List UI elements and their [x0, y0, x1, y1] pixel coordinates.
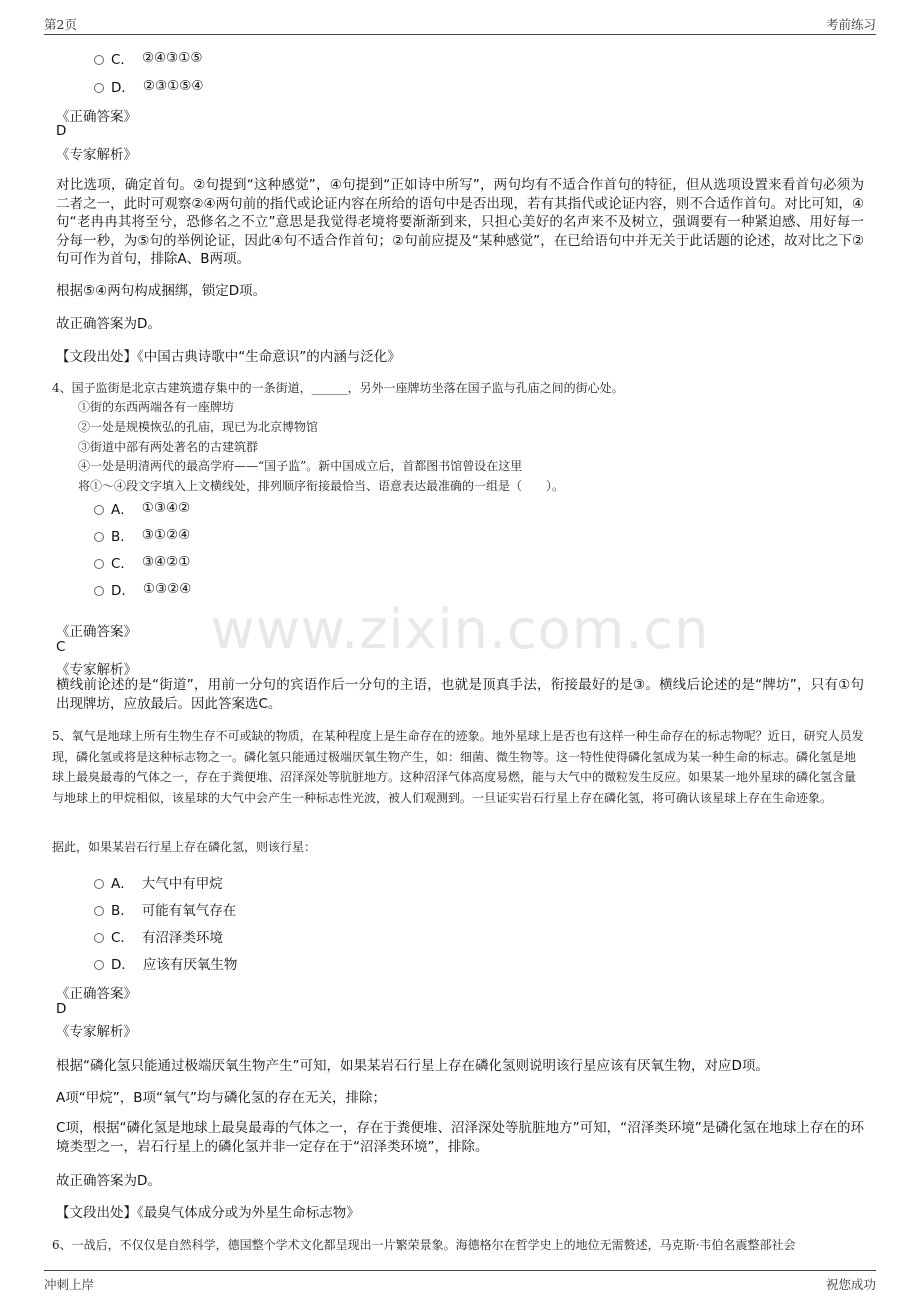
q4-option-a[interactable]: A． ①③④② [94, 498, 190, 518]
q4-analysis: 横线前论述的是“街道”，用前一分句的宾语作后一分句的主语，也就是顶真手法，衔接最好的是③。横线后论述的是“牌坊”，只有①句出现牌坊，应放最后。因此答案选C。 [56, 677, 864, 712]
radio-icon[interactable] [94, 505, 104, 515]
q4-option-c[interactable]: C． ③④②① [94, 552, 190, 572]
q5-answer-label: 《正确答案》 [56, 986, 137, 1002]
q5-stem: 5、氧气是地球上所有生物生存不可或缺的物质，在某种程度上是生命存在的迹象。地外星球上是否也有这样一种生命存在的标志物呢？近日，研究人员发现，磷化氢或将是这种标志物之一。磷化氢只能通过极端厌氧生物产生，如：细菌、微生物等。这一特性使得磷化氢成为某一种生命的标志。磷化氢是地球上最臭最毒的气体之一，存在于粪便堆、沼泽深处等肮脏地方。这种沼泽气体高度易燃，能与大气中的微粒发生反应。如果某一地外星球的磷化氢含量与地球上的甲烷相似，该星球的大气中会产生一种标志性光波，被人们观测到。一旦证实岩石行星上存在磷化氢，将可确认该星球上存在生命迹象。 [52, 729, 864, 805]
q4-item-2: ②一处是规模恢弘的孔庙，现已为北京博物馆 [78, 420, 319, 434]
q4-item-4: ④一处是明清两代的最高学府——“国子监”。新中国成立后，首都图书馆曾设在这里 [78, 459, 523, 473]
q5-option-a[interactable]: A． 大气中有甲烷 [94, 872, 223, 892]
q4-instruction: 将①～④段文字填入上文横线处，排列顺序衔接最恰当、语意表达最准确的一组是（ ）。 [78, 479, 565, 493]
q5-option-d[interactable]: D． 应该有厌氧生物 [94, 953, 237, 973]
q3-answer-label: 《正确答案》 [56, 109, 137, 125]
q4-analysis-label: 《专家解析》 [56, 662, 137, 678]
footer-left: 冲刺上岸 [44, 1277, 95, 1292]
q3-option-c[interactable]: C． ②④③①⑤ [94, 48, 202, 68]
footer-right: 祝您成功 [825, 1277, 876, 1292]
q5-conclusion: 故正确答案为D。 [56, 1173, 161, 1189]
q4-answer-label: 《正确答案》 [56, 624, 137, 640]
q4-answer: C [56, 639, 66, 655]
radio-icon[interactable] [94, 960, 104, 970]
q5-analysis-3: C项，根据“磷化氢是地球上最臭最毒的气体之一，存在于粪便堆、沼泽深处等肮脏地方”可知，“沼泽类环境”是磷化氢在地球上存在的环境类型之一，岩石行星上的磷化氢并非一定存在于“沼泽类环境”，排除。 [56, 1120, 864, 1155]
page-number: 第2页 [44, 17, 77, 32]
q4-option-b[interactable]: B． ③①②④ [94, 525, 190, 545]
q5-option-b[interactable]: B． 可能有氧气存在 [94, 899, 236, 919]
q3-option-d[interactable]: D． ②③①⑤④ [94, 76, 203, 96]
q3-answer: D [56, 123, 67, 139]
watermark: www.zixin.com.cn [210, 598, 710, 661]
q5-analysis-label: 《专家解析》 [56, 1024, 137, 1040]
radio-icon[interactable] [94, 559, 104, 569]
q6-stem: 6、一战后，不仅仅是自然科学，德国整个学术文化都呈现出一片繁荣景象。海德格尔在哲学史上的地位无需赘述，马克斯·韦伯名震整部社会 [52, 1238, 796, 1252]
q3-source: 【文段出处】《中国古典诗歌中“生命意识”的内涵与泛化》 [56, 349, 401, 365]
q3-analysis: 对比选项，确定首句。②句提到“这种感觉”，④句提到“正如诗中所写”，两句均有不适合作首句的特征，但从选项设置来看首句必须为二者之一，此时可观察②④两句前的指代或论证内容在所给的语句中是否出现，若有其指代或论证内容，则不合适作首句。对比可知，④句“老冉冉其将至兮，恐修名之不立”意思是我觉得老境将要渐渐到来，只担心美好的名声来不及树立，强调要有一种紧迫感、用好每一分每一秒，为⑤句的举例论证，因此④句不适合作首句；②句前应提及“某种感觉”，在已给语句中并无关于此话题的论述，故对比之下②句可作为首句，排除A、B两项。 [56, 177, 864, 268]
radio-icon[interactable] [94, 586, 104, 596]
q5-question: 据此，如果某岩石行星上存在磷化氢，则该行星： [52, 840, 317, 854]
radio-icon[interactable] [94, 83, 104, 93]
q4-stem: 4、国子监街是北京古建筑遗存集中的一条街道，______，另外一座牌坊坐落在国子监与孔庙之间的街心处。 [52, 381, 624, 395]
q4-option-d[interactable]: D． ①③②④ [94, 579, 191, 599]
q4-item-1: ①街的东西两端各有一座牌坊 [78, 400, 235, 414]
q3-analysis-2: 根据⑤④两句构成捆绑，锁定D项。 [56, 283, 267, 299]
radio-icon[interactable] [94, 879, 104, 889]
radio-icon[interactable] [94, 933, 104, 943]
q4-item-3: ③街道中部有两处著名的古建筑群 [78, 440, 259, 454]
radio-icon[interactable] [94, 906, 104, 916]
q5-analysis-1: 根据“磷化氢只能通过极端厌氧生物产生”可知，如果某岩石行星上存在磷化氢则说明该行星应该有厌氧生物，对应D项。 [56, 1058, 769, 1074]
q5-option-c[interactable]: C． 有沼泽类环境 [94, 926, 223, 946]
header-title: 考前练习 [825, 17, 876, 32]
q5-source: 【文段出处】《最臭气体成分或为外星生命标志物》 [56, 1205, 360, 1221]
q5-answer: D [56, 1001, 67, 1017]
q5-analysis-2: A项“甲烷”，B项“氧气”均与磷化氢的存在无关，排除； [56, 1090, 386, 1106]
q3-conclusion: 故正确答案为D。 [56, 316, 161, 332]
q3-analysis-label: 《专家解析》 [56, 147, 137, 163]
radio-icon[interactable] [94, 55, 104, 65]
radio-icon[interactable] [94, 532, 104, 542]
page-footer [44, 1270, 876, 1295]
